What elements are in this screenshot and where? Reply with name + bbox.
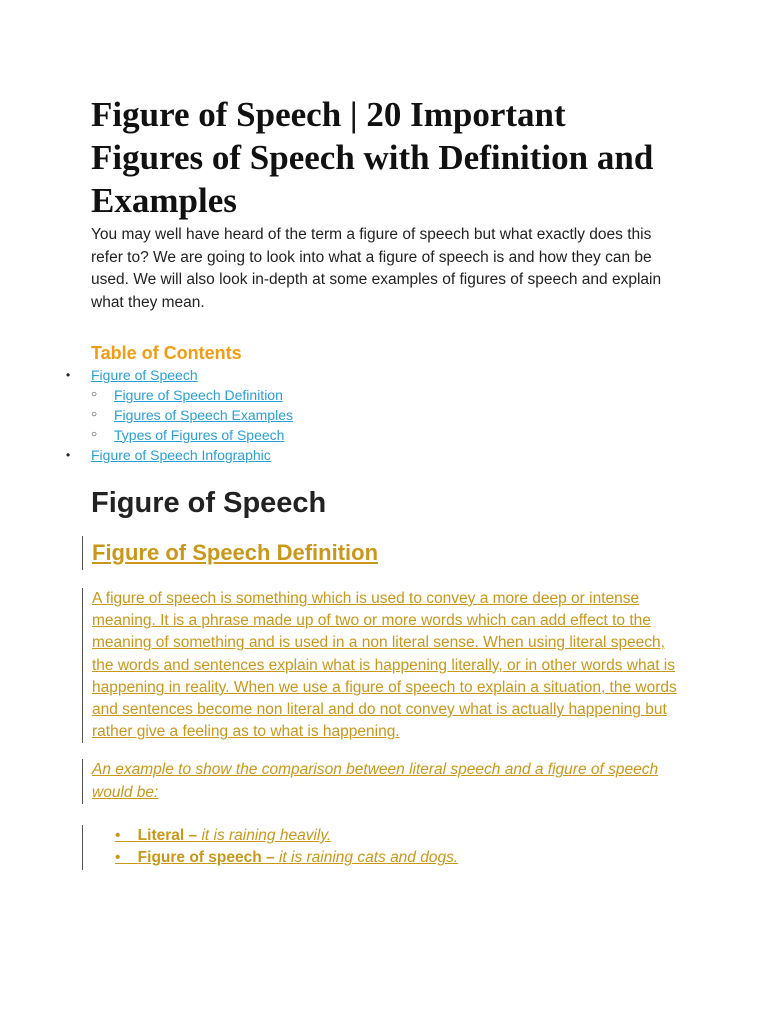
- bullet-icon: •: [66, 448, 71, 462]
- definition-paragraph: A figure of speech is something which is used to convey a more deep or intense meaning. It is a phrase made up of two or more words which can add effect to the meaning of something and is used in a non literal sense. When using literal speech, the words and sentences explain what is happening literally, or in other words what is happening in reality. When we use a figure of speech to explain a situation, the words and sentences become non literal and do not convey what is actually happening but rather give a feeling as to what is happening.: [92, 590, 677, 741]
- examples-list: [92, 825, 681, 870]
- toc-link-types[interactable]: Types of Figures of Speech: [114, 427, 285, 443]
- section-heading: Figure of Speech: [91, 487, 327, 519]
- toc-item-infographic: [66, 445, 681, 465]
- example-text: it is raining heavily.: [201, 826, 332, 844]
- toc-item-definition: [91, 385, 681, 405]
- examples-block: [82, 825, 681, 870]
- bullet-icon: •: [115, 849, 121, 867]
- bullet-icon: •: [66, 368, 71, 382]
- toc-link-examples[interactable]: Figures of Speech Examples: [114, 407, 293, 423]
- bullet-icon: •: [115, 826, 121, 844]
- circle-bullet-icon: ○: [91, 429, 98, 440]
- example-item-figure: [115, 847, 681, 870]
- toc-link-definition[interactable]: Figure of Speech Definition: [114, 387, 283, 403]
- definition-block: [82, 588, 681, 743]
- toc-item-figure-of-speech: [66, 365, 681, 385]
- example-intro-paragraph: An example to show the comparison between literal speech and a figure of speech would be:: [92, 761, 659, 801]
- example-item-literal: [115, 825, 681, 848]
- example-label: Figure of speech –: [137, 849, 275, 867]
- table-of-contents: [66, 365, 681, 465]
- page-title: Figure of Speech | 20 Important Figures of Speech with Definition and Examples: [91, 95, 654, 220]
- toc-link-figure-of-speech[interactable]: Figure of Speech: [91, 367, 198, 383]
- circle-bullet-icon: ○: [91, 389, 98, 400]
- toc-heading: Table of Contents: [91, 343, 242, 363]
- example-intro-block: [82, 759, 681, 803]
- circle-bullet-icon: ○: [91, 409, 98, 420]
- intro-paragraph: You may well have heard of the term a figure of speech but what exactly does this refer to? We are going to look into what a figure of speech is and how they can be used. We will also look in-depth at some examples of figures of speech and explain what they mean.: [91, 226, 662, 311]
- example-label: Literal –: [137, 826, 198, 844]
- article: [66, 93, 681, 870]
- section-subheading: Figure of Speech Definition: [92, 540, 379, 565]
- example-text: it is raining cats and dogs.: [278, 849, 459, 867]
- toc-item-examples: [91, 405, 681, 425]
- toc-link-infographic[interactable]: Figure of Speech Infographic: [91, 447, 271, 463]
- subheading-block: [82, 536, 681, 570]
- toc-item-types: [91, 425, 681, 445]
